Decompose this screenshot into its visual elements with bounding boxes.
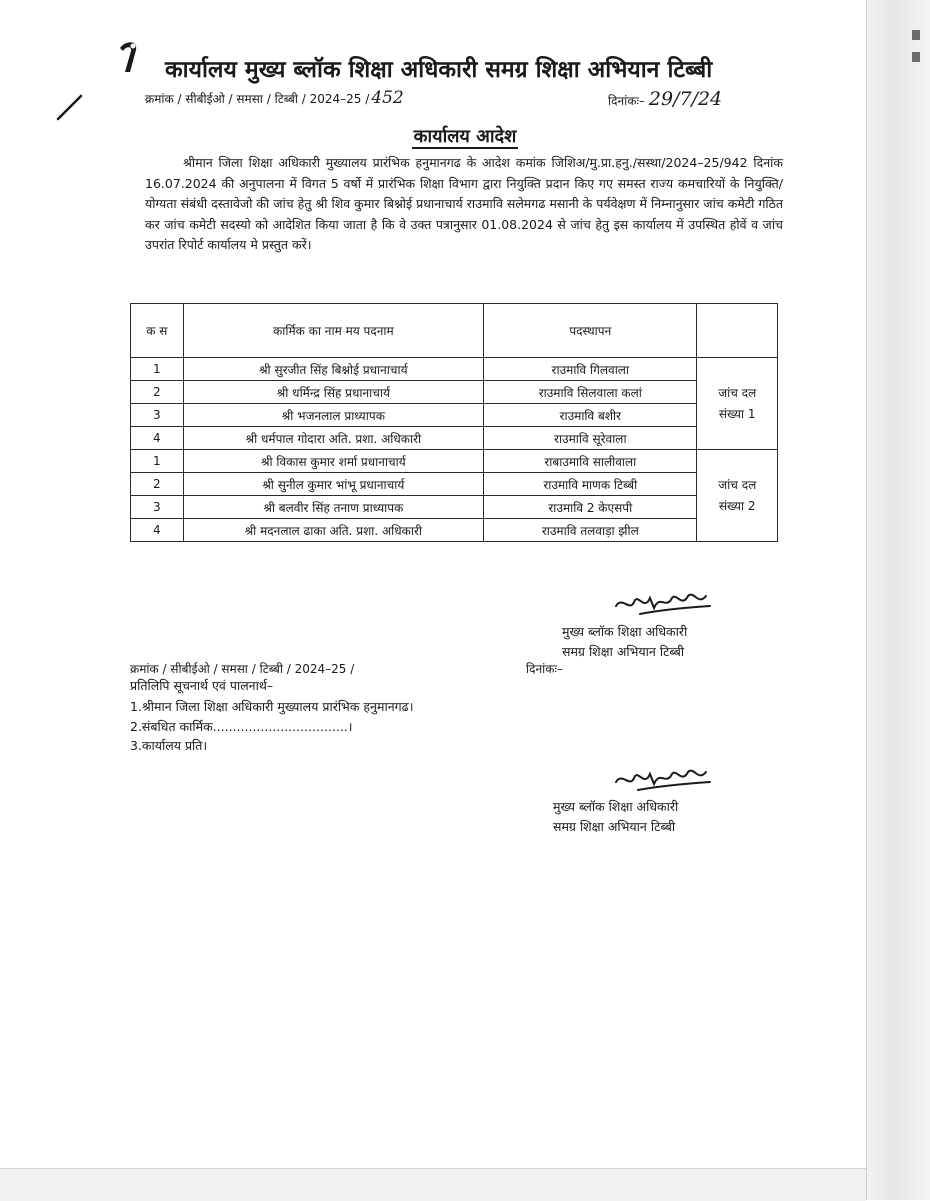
row-name: श्री मदनलाल ढाका अति. प्रशा. अधिकारी bbox=[183, 519, 484, 542]
order-date bbox=[608, 88, 722, 110]
list-item: 2.संबधित कार्मिक..................................। bbox=[130, 718, 353, 734]
office-title: कार्यालय मुख्य ब्लॉक शिक्षा अधिकारी समग्र शिक्षा अभियान टिब्बी bbox=[165, 56, 713, 83]
list-item: 1.श्रीमान जिला शिक्षा अधिकारी मुख्यालय प्रारंभिक हनुमानगढ। bbox=[130, 699, 414, 714]
row-posting: राउमावि 2 केएसपी bbox=[484, 496, 697, 519]
signature-block-2 bbox=[553, 797, 678, 837]
row-serial: 2 bbox=[131, 473, 184, 496]
order-heading bbox=[0, 124, 930, 148]
officer-signature-2 bbox=[610, 760, 720, 798]
copy-heading: प्रतिलिपि सूचनार्थ एवं पालनार्थ– bbox=[130, 678, 274, 693]
signatory-office: समग्र शिक्षा अभियान टिब्बी bbox=[562, 644, 685, 659]
row-posting: राउमावि सिलवाला कलां bbox=[484, 381, 697, 404]
inspection-team-table bbox=[130, 303, 778, 542]
row-serial: 2 bbox=[131, 381, 184, 404]
header-name: कार्मिक का नाम मय पदनाम bbox=[183, 304, 484, 358]
table-row bbox=[131, 381, 778, 404]
scan-page-edge bbox=[866, 0, 930, 1200]
row-serial: 4 bbox=[131, 427, 184, 450]
table-row bbox=[131, 404, 778, 427]
pen-stroke-icon bbox=[55, 92, 85, 122]
table-row bbox=[131, 496, 778, 519]
signatory-designation: मुख्य ब्लॉक शिक्षा अधिकारी bbox=[562, 624, 688, 639]
table-row bbox=[131, 450, 778, 473]
reference-handwritten: 452 bbox=[371, 88, 404, 108]
team-cell-2 bbox=[697, 450, 778, 542]
team-2-line2: संख्या 2 bbox=[718, 498, 756, 513]
header-team bbox=[697, 304, 778, 358]
row-name: श्री विकास कुमार शर्मा प्रधानाचार्य bbox=[183, 450, 484, 473]
table-row bbox=[131, 358, 778, 381]
row-name: श्री सुनील कुमार भांभू प्रधानाचार्य bbox=[183, 473, 484, 496]
scan-edge-mark bbox=[912, 52, 920, 62]
table-row bbox=[131, 473, 778, 496]
row-serial: 3 bbox=[131, 496, 184, 519]
team-2-line1: जांच दल bbox=[718, 477, 757, 492]
table-row bbox=[131, 427, 778, 450]
row-serial: 3 bbox=[131, 404, 184, 427]
team-1-line1: जांच दल bbox=[718, 385, 757, 400]
row-posting: राउमावि गिलवाला bbox=[484, 358, 697, 381]
order-heading-text: कार्यालय आदेश bbox=[413, 126, 517, 147]
header-serial: क स bbox=[131, 304, 184, 358]
row-posting: राउमावि माणक टिब्बी bbox=[484, 473, 697, 496]
row-posting: राउमावि बशीर bbox=[484, 404, 697, 427]
header-posting: पदस्थापन bbox=[484, 304, 697, 358]
signature-block bbox=[562, 622, 687, 662]
row-serial: 1 bbox=[131, 450, 184, 473]
row-serial: 1 bbox=[131, 358, 184, 381]
row-posting: राउमावि सूरेवाला bbox=[484, 427, 697, 450]
reference-label: क्रमांक / सीबीईओ / समसा / टिब्बी / 2024–25 / bbox=[145, 92, 370, 106]
order-body-paragraph: श्रीमान जिला शिक्षा अधिकारी मुख्यालय प्रारंभिक हनुमानगढ के आदेश कमांक जिशिअ/मु.प्रा.हनु./सस्था/2024–25/942 दिनांक 16.07.2024 की अनुपालना में विगत 5 वर्षो में प्रारंभिक शिक्षा विभाग द्वारा नियुक्ति प्रदान किए गए समस्त राज्य कमचारियों के नियुक्ति/योग्यता संबंधी दस्तावेजो की जांच हेतु श्री शिव कुमार बिश्नोई प्रधानाचार्य राउमावि सलेमगढ मसानी के पर्यवेक्षण में निम्नानुसार जांच कमेटी गठित कर जांच कमेटी सदस्यो को आदेशित किया जाता है कि वे उक्त पत्रानुसार 01.08.2024 से जांच हेतु इस कार्यालय में उपस्थित होवें व जांच उपरांत रिपोर्ट कार्यालय मे प्रस्तुत करें। bbox=[145, 155, 783, 252]
signatory-designation-2: मुख्य ब्लॉक शिक्षा अधिकारी bbox=[553, 799, 679, 814]
row-name: श्री भजनलाल प्राध्यापक bbox=[183, 404, 484, 427]
office-emblem-icon bbox=[112, 38, 152, 78]
date-label: दिनांकः– bbox=[608, 94, 645, 108]
row-name: श्री सुरजीत सिंह बिश्नोई प्रधानाचार्य bbox=[183, 358, 484, 381]
date-handwritten: 29/7/24 bbox=[648, 88, 723, 110]
table-row bbox=[131, 519, 778, 542]
row-posting: राउमावि तलवाड़ा झील bbox=[484, 519, 697, 542]
copy-date: दिनांकः– bbox=[526, 662, 563, 676]
row-posting: राबाउमावि सालीवाला bbox=[484, 450, 697, 473]
reference-number bbox=[145, 88, 404, 108]
row-serial: 4 bbox=[131, 519, 184, 542]
copy-reference-number: क्रमांक / सीबीईओ / समसा / टिब्बी / 2024–25 / bbox=[130, 662, 355, 676]
signatory-office-2: समग्र शिक्षा अभियान टिब्बी bbox=[553, 819, 676, 834]
row-name: श्री बलवीर सिंह तनाण प्राध्यापक bbox=[183, 496, 484, 519]
table-header-row bbox=[131, 304, 778, 358]
row-name: श्री धर्मिन्द्र सिंह प्रधानाचार्य bbox=[183, 381, 484, 404]
scan-bottom-edge bbox=[0, 1168, 866, 1201]
team-cell-1 bbox=[697, 358, 778, 450]
scan-edge-mark bbox=[912, 30, 920, 40]
team-1-line2: संख्या 1 bbox=[718, 406, 756, 421]
copy-recipient-list bbox=[130, 697, 413, 756]
officer-signature bbox=[610, 586, 720, 624]
list-item: 3.कार्यालय प्रति। bbox=[130, 738, 208, 753]
row-name: श्री धर्मपाल गोदारा अति. प्रशा. अधिकारी bbox=[183, 427, 484, 450]
